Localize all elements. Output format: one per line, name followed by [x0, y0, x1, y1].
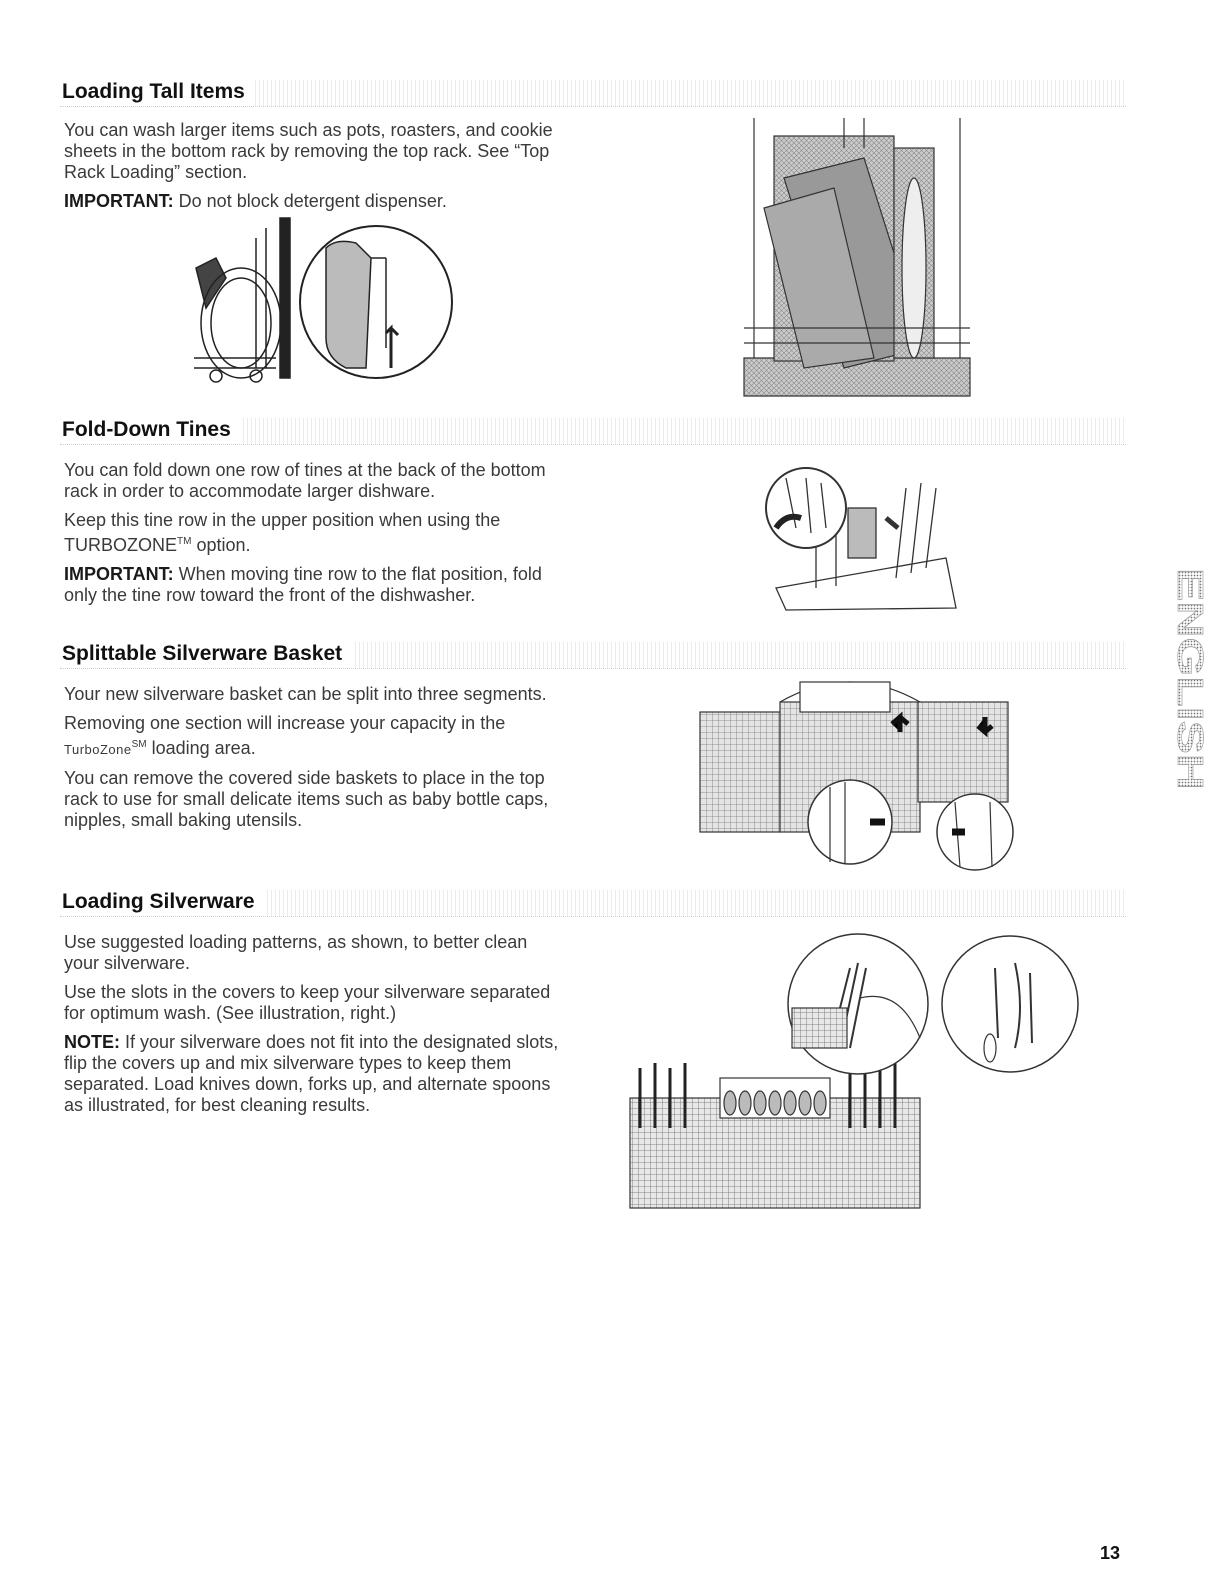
- paragraph-turbozone: [64, 510, 564, 556]
- section-title: Loading Tall Items: [62, 78, 255, 106]
- section-header-splittable-silverware-basket: [60, 638, 1126, 668]
- note-text: If your silverware does not fit into the designated slots, flip the covers up and mix silverware types to keep them separated. Load knives down, forks up, and alternate spoons as illustrated, for best cleaning results.: [64, 1032, 559, 1115]
- paragraph: Use the slots in the covers to keep your silverware separated for optimum wash. (See illustration, right.): [64, 982, 551, 1023]
- section-header-loading-silverware: [60, 886, 1126, 916]
- important-text: When moving tine row to the flat position, fold only the tine row toward the front of the dishwasher.: [64, 564, 542, 605]
- section-body-loading-silverware: [64, 932, 564, 1124]
- text-run: Keep this tine row in the upper position when using the TURBOZONE: [64, 510, 501, 555]
- paragraph: You can fold down one row of tines at the back of the bottom rack in order to accommodate larger dishware.: [64, 460, 546, 501]
- fold-down-tines-illustration: [756, 468, 956, 610]
- servicemark: SM: [131, 739, 147, 750]
- tall-items-rack-illustration: [744, 118, 970, 396]
- section-body-splittable-silverware-basket: [64, 684, 574, 839]
- splittable-basket-illustration: [700, 672, 1020, 872]
- section-body-fold-down-tines: [64, 460, 564, 614]
- important-text: Do not block detergent dispenser.: [173, 191, 447, 211]
- paragraph-turbozone: [64, 713, 574, 760]
- paragraph: Your new silverware basket can be split into three segments.: [64, 684, 547, 704]
- section-title: Fold-Down Tines: [62, 416, 241, 444]
- section-body-loading-tall-items: [64, 120, 564, 220]
- paragraph: You can wash larger items such as pots, roasters, and cookie sheets in the bottom rack by removing the top rack. See “Top Rack Loading” section.: [64, 120, 553, 182]
- important-note: [64, 564, 564, 606]
- page-number: 13: [1100, 1543, 1121, 1563]
- brand-name: TurboZone: [64, 742, 132, 757]
- important-label: IMPORTANT:: [64, 191, 174, 211]
- important-note: [64, 191, 564, 212]
- note: [64, 1032, 564, 1116]
- important-label: IMPORTANT:: [64, 564, 174, 584]
- text-run: loading area.: [146, 738, 256, 758]
- note-label: NOTE:: [64, 1032, 120, 1052]
- section-header-loading-tall-items: [60, 76, 1126, 106]
- language-tab-label: ENGLISH: [1170, 568, 1211, 729]
- paragraph: Use suggested loading patterns, as shown, to better clean your silverware.: [64, 932, 528, 973]
- trademark-mark: TM: [177, 536, 192, 547]
- language-tab: [1150, 566, 1211, 792]
- text-run: option.: [191, 535, 251, 555]
- tall-items-tine-illustration: [186, 218, 456, 386]
- text-run: Removing one section will increase your capacity in the: [64, 713, 506, 733]
- section-title: Loading Silverware: [62, 888, 265, 916]
- paragraph: You can remove the covered side baskets to place in the top rack to use for small delicate items such as baby bottle caps, nipples, small baking utensils.: [64, 768, 549, 830]
- loading-silverware-illustration: [620, 928, 1090, 1212]
- section-header-fold-down-tines: [60, 414, 1126, 444]
- section-title: Splittable Silverware Basket: [62, 640, 352, 668]
